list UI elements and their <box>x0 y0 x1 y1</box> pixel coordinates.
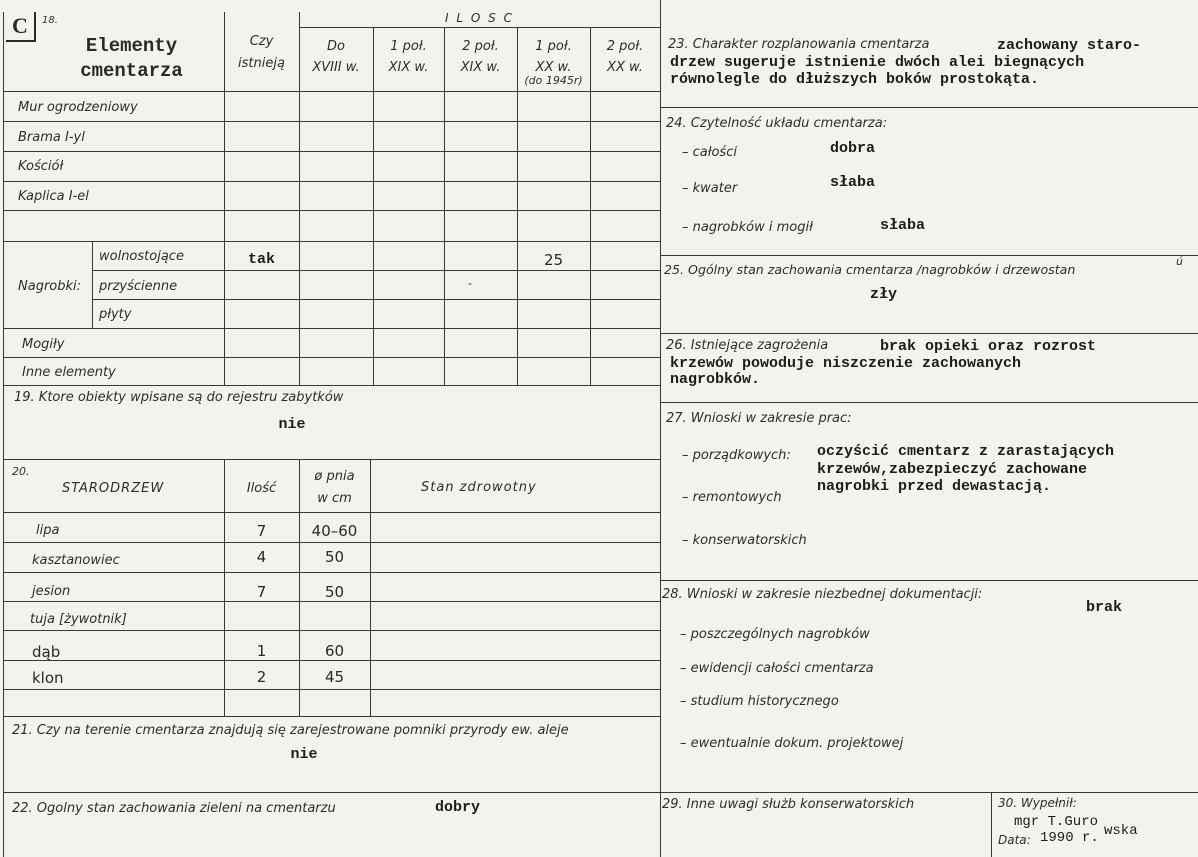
s21-label: 21. Czy na terenie cmentarza znajdują się zarejestrowane pomniki przyrody ew. aleje <box>12 723 569 738</box>
row-rule <box>92 299 660 300</box>
col-xix2-2: XIX w. <box>460 60 501 75</box>
row-rule <box>3 181 660 182</box>
s19-answer: nie <box>278 416 306 433</box>
s20-col-rule <box>370 459 371 716</box>
s28-bottom-rule <box>660 792 1198 793</box>
row-rule <box>3 241 660 242</box>
s20-header-pnia-1: ø pnia <box>314 469 355 484</box>
s30-name-b: wska <box>1104 823 1138 839</box>
tree-count-dab: 1 <box>256 642 267 660</box>
row-inne: Inne elementy <box>22 365 116 380</box>
s25-bottom-rule <box>660 333 1198 334</box>
s18-col-rule <box>444 27 445 385</box>
s30-data-label: Data: <box>998 833 1031 847</box>
s18-title-line2: cmentarza <box>80 60 183 82</box>
s30-name-a: mgr T.Guro <box>1014 814 1099 830</box>
tree-name-kasztanowiec: kasztanowiec <box>32 553 120 568</box>
tree-count-kasztanowiec: 4 <box>256 548 267 566</box>
tree-diam-klon: 45 <box>324 668 345 686</box>
col-xix2-1: 2 poł. <box>462 39 499 54</box>
row-rule <box>92 270 660 271</box>
col-xx1-2: XX w. <box>535 60 572 75</box>
s23-label: 23. Charakter rozplanowania cmentarza <box>668 37 930 52</box>
s18-col-rule <box>590 27 591 385</box>
s24-label: 24. Czytelność układu cmentarza: <box>666 116 888 131</box>
s28-item-poszczegolnych: – poszczególnych nagrobków <box>680 627 870 642</box>
s18-bottom-rule <box>3 385 660 386</box>
center-divider <box>660 0 661 857</box>
row-kosciol: Kościół <box>18 159 64 174</box>
s20-header-rule <box>3 512 660 513</box>
s21-bottom-rule <box>3 792 660 793</box>
s20-number: 20. <box>12 465 30 478</box>
col-xviii-1: Do <box>327 39 345 54</box>
s25-value: zły <box>870 286 898 303</box>
s28-item-projektowej: – ewentualnie dokum. projektowej <box>680 736 904 751</box>
tree-diam-kasztanowiec: 50 <box>324 548 345 566</box>
s23-line3: równolegle do dłuższych boków prostokąta. <box>670 71 1040 88</box>
s27-label: 27. Wnioski w zakresie prac: <box>666 411 852 426</box>
przyscienne-mark: - <box>468 277 472 290</box>
row-kaplica: Kaplica I-el <box>18 189 89 204</box>
s18-number: 18. <box>42 15 58 26</box>
s24-item-calosci: – całości <box>682 145 737 160</box>
s24-item-nagrobkow: – nagrobków i mogił <box>682 220 813 235</box>
s18-ilosc-sub-rule <box>299 27 660 28</box>
row-nagrobki: Nagrobki: <box>18 279 82 294</box>
row-przyscienne: przyścienne <box>99 279 178 294</box>
tree-row-rule <box>3 689 660 690</box>
s30-label: 30. Wypełnił: <box>998 796 1077 810</box>
s18-title <box>44 34 219 84</box>
s23-line1: zachowany staro- <box>997 37 1142 54</box>
s28-item-studium: – studium historycznego <box>680 694 839 709</box>
s27-line3: nagrobki przed dewastacją. <box>817 478 1052 495</box>
s27-item-porzadkowych: – porządkowych: <box>682 448 791 463</box>
s24-value-nagrobkow: słaba <box>880 217 926 234</box>
s26-line1: brak opieki oraz rozrost <box>880 338 1097 355</box>
s20-header-name: STARODRZEW <box>62 481 165 496</box>
s26-line2: krzewów powoduje niszczenie zachowanych <box>670 355 1022 372</box>
s27-line2: krzewów,zabezpieczyć zachowane <box>817 461 1088 478</box>
s27-line1: oczyścić cmentarz z zarastających <box>817 443 1115 460</box>
s18-title-line1: Elementy <box>85 35 178 57</box>
s27-item-konserwatorskich: – konserwatorskich <box>682 533 807 548</box>
s25-correction: ú <box>1176 255 1183 268</box>
wolnostojace-czy-value: tak <box>247 251 275 268</box>
tree-name-lipa: lipa <box>36 523 60 538</box>
row-rule <box>3 328 660 329</box>
s24-bottom-rule <box>660 255 1198 256</box>
s23-bottom-rule <box>660 107 1198 108</box>
s22-answer: dobry <box>435 799 481 816</box>
s24-item-kwater: – kwater <box>682 181 738 196</box>
col-xx1-1: 1 poł. <box>535 39 572 54</box>
tree-row-rule <box>3 601 660 602</box>
s26-line3: nagrobków. <box>670 371 761 388</box>
s18-header-rule <box>3 91 660 92</box>
tree-row-rule <box>3 572 660 573</box>
row-mogily: Mogiły <box>22 337 65 352</box>
tree-row-rule <box>3 630 660 631</box>
col-xix1-2: XIX w. <box>388 60 429 75</box>
row-mur: Mur ogrodzeniowy <box>18 100 138 115</box>
tree-name-tuja: tuja [żywotnik] <box>30 612 127 627</box>
s24-value-calosci: dobra <box>830 140 876 157</box>
row-plyty: płyty <box>99 307 132 322</box>
s24-value-kwater: słaba <box>830 174 876 191</box>
tree-count-lipa: 7 <box>256 522 267 540</box>
s20-header-stan: Stan zdrowotny <box>421 480 537 495</box>
s28-item-ewidencji: – ewidencji całości cmentarza <box>680 661 874 676</box>
col-xx2-1: 2 poł. <box>606 39 644 54</box>
col-xx1-3: (do 1945r) <box>524 74 583 87</box>
tree-name-dab: dąb <box>32 643 61 661</box>
s23-line2: drzew sugeruje istnienie dwóch alei biegnących <box>670 54 1085 71</box>
s26-label: 26. Istniejące zagrożenia <box>666 338 829 353</box>
s27-item-remontowych: – remontowych <box>682 490 782 505</box>
tree-row-rule <box>3 660 660 661</box>
card-letter: C <box>6 12 36 42</box>
row-rule <box>3 357 660 358</box>
s19-bottom-rule <box>3 459 660 460</box>
s20-header-pnia-2: w cm <box>317 491 352 506</box>
s20-header-ilosc: Ilość <box>246 481 277 496</box>
row-rule <box>3 210 660 211</box>
tree-diam-jesion: 50 <box>324 583 345 601</box>
s26-bottom-rule <box>660 402 1198 403</box>
s30-data-value: 1990 r. <box>1040 830 1099 846</box>
row-rule <box>3 151 660 152</box>
s18-col-czy-1: Czy <box>249 34 274 49</box>
row-rule <box>3 121 660 122</box>
col-xviii-2: XVIII w. <box>312 60 360 75</box>
left-edge <box>3 12 4 857</box>
s20-bottom-rule <box>3 716 660 717</box>
row-brama: Brama I-yl <box>18 130 85 145</box>
s29-s30-divider <box>991 792 992 857</box>
s18-ilosc-header: I L O S C <box>445 11 514 25</box>
s25-label: 25. Ogólny stan zachowania cmentarza /nagrobków i drzewostan <box>664 262 1076 277</box>
tree-name-klon: klon <box>32 669 64 687</box>
col-xx2-2: XX w. <box>607 60 643 75</box>
s21-answer: nie <box>290 746 318 763</box>
s29-label: 29. Inne uwagi służb konserwatorskich <box>662 797 915 812</box>
tree-diam-dab: 60 <box>324 642 345 660</box>
tree-count-jesion: 7 <box>256 583 267 601</box>
s19-label: 19. Ktore obiekty wpisane są do rejestru zabytków <box>14 390 344 405</box>
tree-name-jesion: jesion <box>32 584 71 599</box>
tree-row-rule <box>3 542 660 543</box>
s28-label: 28. Wnioski w zakresie niezbednej dokumentacji: <box>662 587 983 602</box>
row-wolnostojace: wolnostojące <box>99 249 184 264</box>
col-xix1-1: 1 poł. <box>390 39 427 54</box>
s27-bottom-rule <box>660 580 1198 581</box>
s18-col-czy-2: istnieją <box>238 56 285 71</box>
s18-col-rule <box>373 27 374 385</box>
tree-diam-lipa: 40–60 <box>311 522 358 540</box>
wolnostojace-xx1-value: 25 <box>543 251 564 269</box>
s22-label: 22. Ogolny stan zachowania zieleni na cmentarzu <box>12 801 336 816</box>
tree-count-klon: 2 <box>256 668 267 686</box>
s28-answer: brak <box>1086 599 1123 616</box>
nagrobki-group-rule <box>92 241 93 328</box>
